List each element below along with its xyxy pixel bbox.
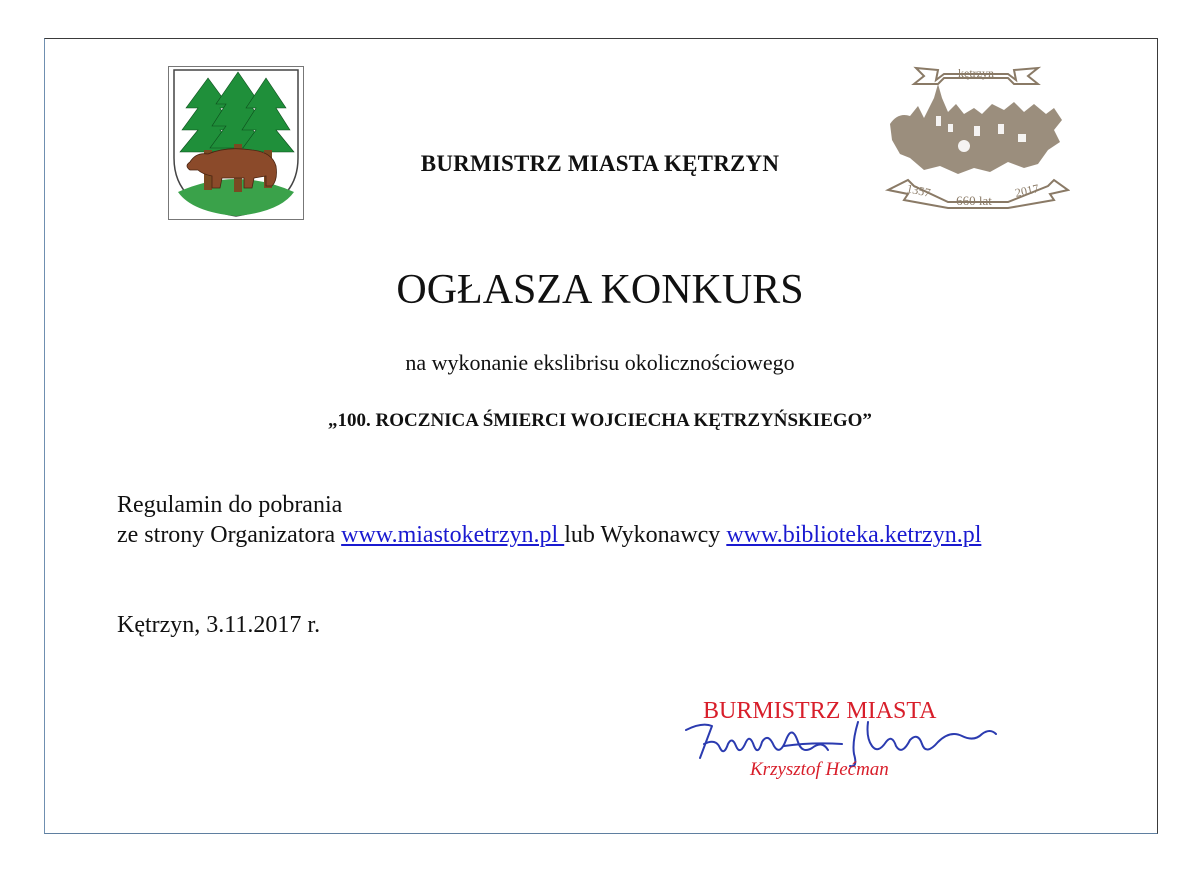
anniversary-year-start: 1357 bbox=[905, 181, 932, 200]
announcement-subtitle: na wykonanie ekslibrisu okolicznościowego bbox=[405, 350, 795, 375]
anniversary-years-label: 660 lat bbox=[956, 193, 992, 208]
announcement-title: OGŁASZA KONKURS bbox=[396, 267, 804, 313]
regulations-info bbox=[117, 490, 981, 550]
header-title: BURMISTRZ MIASTA KĘTRZYN bbox=[420, 151, 780, 176]
regulations-line-1: Regulamin do pobrania bbox=[117, 492, 343, 518]
contest-theme: „100. ROCZNICA ŚMIERCI WOJCIECHA KĘTRZYŃSKIEGO” bbox=[328, 410, 872, 431]
regulations-middle: lub Wykonawcy bbox=[564, 522, 727, 548]
anniversary-ribbon-text: kętrzyn bbox=[958, 66, 994, 80]
regulations-line-2 bbox=[117, 520, 981, 550]
place-date: Kętrzyn, 3.11.2017 r. bbox=[117, 612, 321, 638]
signatory-name: Krzysztof Hećman bbox=[750, 759, 889, 780]
contractor-website-link[interactable]: www.biblioteka.ketrzyn.pl bbox=[726, 522, 982, 548]
signature-stamp-title: BURMISTRZ MIASTA bbox=[703, 698, 937, 724]
ketrzyn-coat-of-arms bbox=[168, 66, 304, 220]
organizer-website-link[interactable]: www.miastoketrzyn.pl bbox=[341, 522, 565, 548]
anniversary-year-end: 2017 bbox=[1013, 181, 1041, 200]
regulations-prefix: ze strony Organizatora bbox=[117, 522, 342, 548]
anniversary-logo bbox=[878, 54, 1070, 216]
